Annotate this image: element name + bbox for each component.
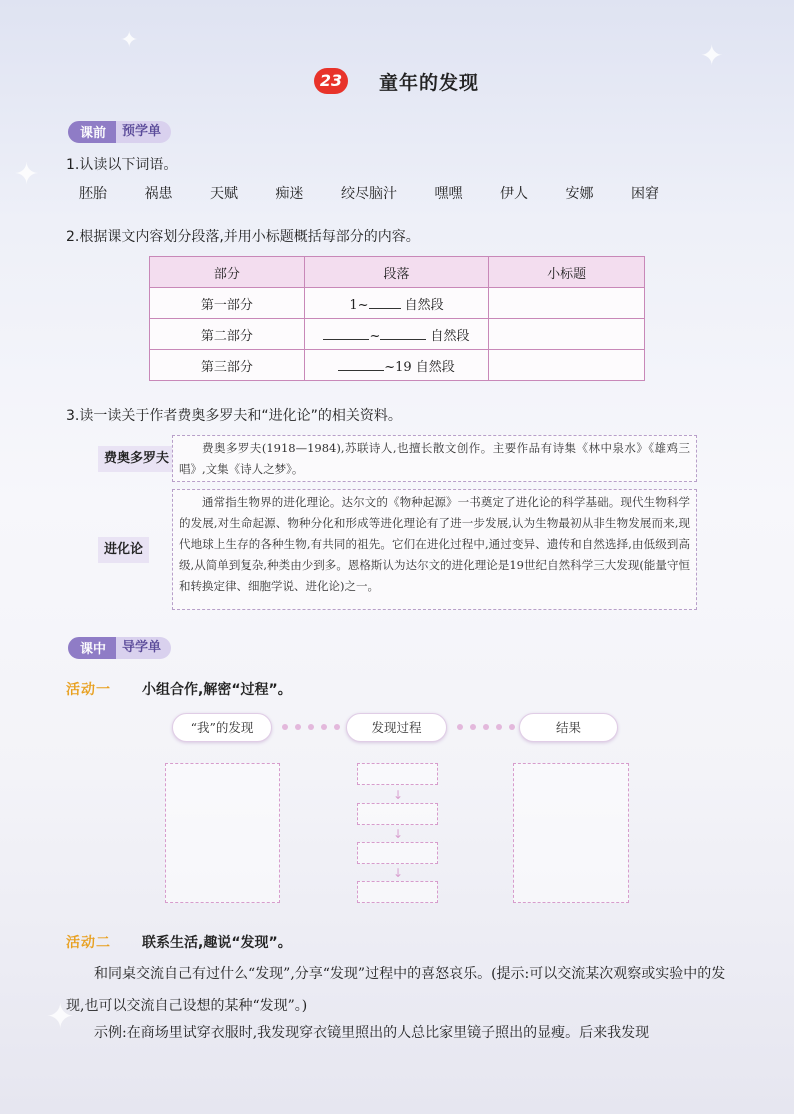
word-item: 痴迷	[275, 186, 304, 202]
process-step-box[interactable]	[357, 803, 438, 825]
table-header: 段落	[304, 257, 489, 288]
activity-2-text: 联系生活,趣说“发现”。	[142, 935, 292, 951]
subtitle-cell[interactable]	[489, 350, 645, 381]
author-info-box: 费奥多罗夫(1918—1984),苏联诗人,也擅长散文创作。主要作品有诗集《林中泉水》《雄鸡三唱》,文集《诗人之梦》。	[172, 435, 697, 482]
down-arrow-icon: ↓	[392, 866, 404, 880]
sparkle-icon: ✦	[700, 39, 724, 72]
table-row	[150, 350, 645, 381]
process-step-box[interactable]	[357, 842, 438, 864]
range-separator: ~	[369, 328, 381, 344]
word-item: 祸患	[144, 186, 173, 202]
paragraph-cell	[304, 288, 489, 319]
flow-head-result: 结果	[519, 713, 618, 742]
activity-1-label: 活动一	[66, 682, 111, 698]
fill-blank[interactable]	[369, 297, 401, 309]
word-item: 绞尽脑汁	[341, 186, 397, 202]
table-row	[150, 288, 645, 319]
flow-head-discovery: “我”的发现	[172, 713, 272, 742]
subtitle-cell[interactable]	[489, 319, 645, 350]
fill-blank[interactable]	[323, 328, 369, 340]
evolution-label: 进化论	[98, 537, 149, 563]
sparkle-icon: ✦	[120, 28, 139, 53]
word-item: 困窘	[631, 186, 659, 202]
fill-blank[interactable]	[380, 328, 426, 340]
in-class-tag	[68, 637, 171, 659]
table-row	[150, 319, 645, 350]
result-writing-box[interactable]	[513, 763, 629, 903]
down-arrow-icon: ↓	[392, 827, 404, 841]
sparkle-icon: ✦	[14, 157, 40, 192]
word-item: 胚胎	[79, 186, 107, 202]
table-header: 小标题	[489, 257, 645, 288]
paragraph-division-table	[149, 256, 645, 381]
tag-left: 课中	[68, 637, 116, 659]
process-step-box[interactable]	[357, 763, 438, 785]
tag-right: 导学单	[116, 637, 171, 659]
table-header: 部分	[150, 257, 305, 288]
range-suffix: 自然段	[404, 297, 444, 313]
down-arrow-icon: ↓	[392, 788, 404, 802]
fill-blank[interactable]	[338, 359, 384, 371]
part-cell: 第一部分	[150, 288, 305, 319]
question-2: 2.根据课文内容划分段落,并用小标题概括每部分的内容。	[66, 229, 420, 245]
subtitle-cell[interactable]	[489, 288, 645, 319]
sparkle-icon: ✦	[46, 997, 75, 1037]
lesson-header	[0, 66, 794, 98]
question-3: 3.读一读关于作者费奥多罗夫和“进化论”的相关资料。	[66, 408, 402, 424]
evolution-info-box: 通常指生物界的进化理论。达尔文的《物种起源》一书奠定了进化论的科学基础。现代生物科学的发展,对生命起源、物种分化和形成等进化理论有了进一步发展,认为生物最初从非生物发展而来,现代地球上生存的各种生物,有共同的祖先。它们在进化过程中,通过变异、遗传和自然选择,由低级到高级,从简单到复杂,种类由少到多。恩格斯认为达尔文的进化理论是19世纪自然科学三大发现(能量守恒和转换定律、细胞学说、进化论)之一。	[172, 489, 697, 610]
word-item: 天赋	[210, 186, 238, 202]
discovery-writing-box[interactable]	[165, 763, 280, 903]
word-item: 伊人	[500, 186, 528, 202]
tag-right: 预学单	[116, 121, 171, 143]
word-list	[79, 183, 659, 203]
flow-head-process: 发现过程	[346, 713, 447, 742]
paragraph-cell	[304, 350, 489, 381]
activity-2-example: 示例:在商场里试穿衣服时,我发现穿衣镜里照出的人总比家里镜子照出的显瘦。后来我发现	[94, 1025, 650, 1041]
pre-class-tag	[68, 121, 171, 143]
part-cell: 第三部分	[150, 350, 305, 381]
word-item: 嘿嘿	[434, 186, 463, 202]
flow-connector	[282, 724, 340, 732]
activity-2-label: 活动二	[66, 935, 111, 951]
lesson-number-badge: 23	[314, 68, 348, 94]
lesson-title: 童年的发现	[379, 72, 480, 94]
paragraph-cell	[304, 319, 489, 350]
range-suffix: 自然段	[430, 328, 470, 344]
table-header-row	[150, 257, 645, 288]
activity-1-text: 小组合作,解密“过程”。	[142, 682, 292, 698]
word-item: 安娜	[565, 186, 594, 202]
range-start: 1~	[349, 297, 369, 313]
activity-2-instructions: 和同桌交流自己有过什么“发现”,分享“发现”过程中的喜怒哀乐。(提示:可以交流某次观察或实验中的发现,也可以交流自己设想的某种“发现”。)	[66, 966, 726, 1014]
question-1: 1.认读以下词语。	[66, 157, 178, 173]
range-suffix: ~19 自然段	[384, 359, 455, 375]
part-cell: 第二部分	[150, 319, 305, 350]
author-label: 费奥多罗夫	[98, 446, 175, 472]
flow-connector	[457, 724, 515, 732]
process-step-box[interactable]	[357, 881, 438, 903]
tag-left: 课前	[68, 121, 116, 143]
